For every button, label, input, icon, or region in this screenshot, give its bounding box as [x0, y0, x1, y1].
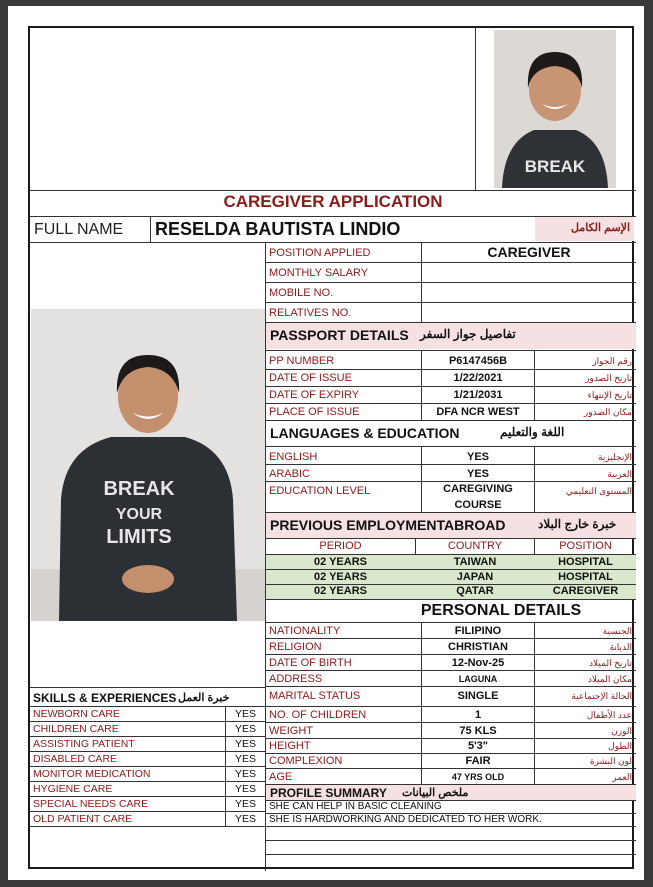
marital-status-label: MARITAL STATUS [269, 690, 361, 702]
pp-number-arabic: رقم الجواز [592, 356, 632, 366]
skill-label: NEWBORN CARE [33, 708, 120, 720]
employment-heading: PREVIOUS EMPLOYMENTABROAD [270, 517, 506, 533]
employment-row3-period: 02 YEARS [314, 585, 367, 597]
skill-value: YES [234, 738, 256, 750]
full-name-value: RESELDA BAUTISTA LINDIO [155, 219, 401, 239]
education-label: EDUCATION LEVEL [269, 485, 371, 497]
employment-row1-position: HOSPITAL [558, 556, 613, 568]
education-arabic: المستوى التعليمي [565, 486, 632, 496]
age-label: AGE [269, 771, 293, 783]
skill-value: YES [234, 708, 256, 720]
skills-heading-arabic: خبرة العمل [178, 692, 230, 704]
religion-arabic: الديانة [609, 642, 632, 652]
skill-value: YES [234, 813, 256, 825]
skill-label: SPECIAL NEEDS CARE [33, 798, 149, 810]
education-value-line1: CAREGIVING [443, 483, 513, 495]
skill-value: YES [234, 798, 256, 810]
employment-col-position: POSITION [559, 540, 612, 552]
employment-row1-country: TAIWAN [453, 556, 497, 568]
place-of-issue-value: DFA NCR WEST [436, 406, 520, 418]
employment-col-period: PERIOD [319, 540, 362, 552]
date-of-birth-arabic: تاريخ الميلاد [589, 658, 632, 668]
skill-value: YES [234, 753, 256, 765]
employment-col-country: COUNTRY [447, 540, 503, 552]
passport-heading: PASSPORT DETAILS [270, 327, 409, 343]
position-applied-value: CAREGIVER [487, 244, 571, 260]
date-of-issue-value: 1/22/2021 [453, 372, 503, 384]
children-value: 1 [474, 709, 482, 721]
skill-value: YES [234, 723, 256, 735]
profile-line-2: SHE IS HARDWORKING AND DEDICATED TO HER WORK. [269, 814, 542, 825]
height-arabic: الطول [608, 741, 632, 751]
weight-label: WEIGHT [269, 725, 313, 737]
place-of-issue-label: PLACE OF ISSUE [269, 406, 360, 418]
skill-label: OLD PATIENT CARE [33, 813, 133, 825]
svg-text:BREAK: BREAK [524, 157, 586, 176]
personal-heading: PERSONAL DETAILS [420, 602, 582, 619]
employment-row2-position: HOSPITAL [558, 571, 613, 583]
age-arabic: العمر [612, 772, 632, 782]
skill-label: MONITOR MEDICATION [33, 768, 151, 780]
weight-arabic: الوزن [611, 726, 632, 736]
address-arabic: مكان الميلاد [587, 674, 632, 684]
skill-label: ASSISTING PATIENT [33, 738, 135, 750]
profile-line-1: SHE CAN HELP IN BASIC CLEANING [269, 801, 442, 812]
date-of-issue-arabic: تاريخ الصدور [585, 373, 632, 383]
date-of-issue-label: DATE OF ISSUE [269, 372, 352, 384]
relatives-label: RELATIVES NO. [269, 307, 352, 319]
application-page [8, 6, 644, 880]
skill-label: CHILDREN CARE [33, 723, 119, 735]
applicant-full-photo [31, 309, 265, 621]
date-of-expiry-arabic: تاريخ الإنتهاء [587, 390, 632, 400]
religion-label: RELIGION [269, 641, 322, 653]
complexion-value: FAIR [465, 755, 491, 767]
employment-row2-period: 02 YEARS [314, 571, 367, 583]
skill-value: YES [234, 783, 256, 795]
position-applied-label: POSITION APPLIED [269, 247, 371, 259]
skill-label: DISABLED CARE [33, 753, 118, 765]
skill-value: YES [234, 768, 256, 780]
form-frame [28, 26, 634, 869]
date-of-birth-label: DATE OF BIRTH [269, 657, 352, 669]
shirt-text-limits: LIMITS [106, 526, 172, 548]
skills-heading: SKILLS & EXPERIENCES [33, 691, 177, 705]
height-label: HEIGHT [269, 740, 311, 752]
height-value: 5'3" [467, 740, 489, 752]
complexion-label: COMPLEXION [269, 755, 343, 767]
shirt-text-your: YOUR [115, 506, 163, 523]
english-value: YES [466, 451, 489, 463]
address-label: ADDRESS [269, 673, 323, 685]
nationality-value: FILIPINO [454, 625, 502, 637]
mobile-label: MOBILE NO. [269, 287, 334, 299]
nationality-arabic: الجنسية [602, 626, 632, 636]
religion-value: CHRISTIAN [448, 641, 508, 653]
education-value-line2: COURSE [454, 499, 502, 511]
marital-status-value: SINGLE [457, 690, 499, 702]
employment-row2-country: JAPAN [456, 571, 494, 583]
arabic-arabic: العربية [607, 469, 632, 479]
date-of-birth-value: 12-Nov-25 [451, 657, 505, 669]
pp-number-label: PP NUMBER [269, 355, 335, 367]
address-value: LAGUNA [458, 674, 498, 684]
form-title: CAREGIVER APPLICATION [223, 192, 443, 211]
applicant-headshot [494, 30, 616, 188]
profile-heading: PROFILE SUMMARY [270, 786, 387, 800]
shirt-text-break: BREAK [103, 478, 175, 500]
marital-status-arabic: الحالة الإجتماعية [571, 691, 632, 701]
children-arabic: عدد الأطفال [586, 710, 632, 720]
passport-heading-arabic: تفاصيل جواز السفر [420, 327, 516, 341]
languages-heading: LANGUAGES & EDUCATION [270, 425, 460, 441]
age-value: 47 YRS OLD [451, 772, 505, 782]
arabic-value: YES [466, 468, 489, 480]
complexion-arabic: لون البشرة [589, 756, 632, 766]
languages-heading-arabic: اللغة والتعليم [500, 425, 565, 439]
date-of-expiry-value: 1/21/2031 [453, 389, 503, 401]
profile-heading-arabic: ملخص البيانات [402, 787, 469, 799]
english-label: ENGLISH [269, 451, 318, 463]
english-arabic: الإنجليزية [598, 452, 632, 462]
place-of-issue-arabic: مكان الصدور [583, 407, 632, 417]
pp-number-value: P6147456B [448, 355, 508, 367]
full-name-label: FULL NAME [34, 221, 124, 238]
children-label: NO. OF CHILDREN [269, 709, 367, 721]
employment-row3-position: CAREGIVER [552, 585, 619, 597]
employment-heading-arabic: خبرة خارج البلاد [538, 517, 617, 531]
weight-value: 75 KLS [459, 725, 497, 737]
skill-label: HYGIENE CARE [33, 783, 113, 795]
nationality-label: NATIONALITY [269, 625, 341, 637]
arabic-label: ARABIC [269, 468, 310, 480]
employment-row3-country: QATAR [456, 585, 494, 597]
monthly-salary-label: MONTHLY SALARY [269, 267, 369, 279]
date-of-expiry-label: DATE OF EXPIRY [269, 389, 360, 401]
employment-row1-period: 02 YEARS [314, 556, 367, 568]
full-name-arabic: الإسم الكامل [571, 222, 630, 234]
